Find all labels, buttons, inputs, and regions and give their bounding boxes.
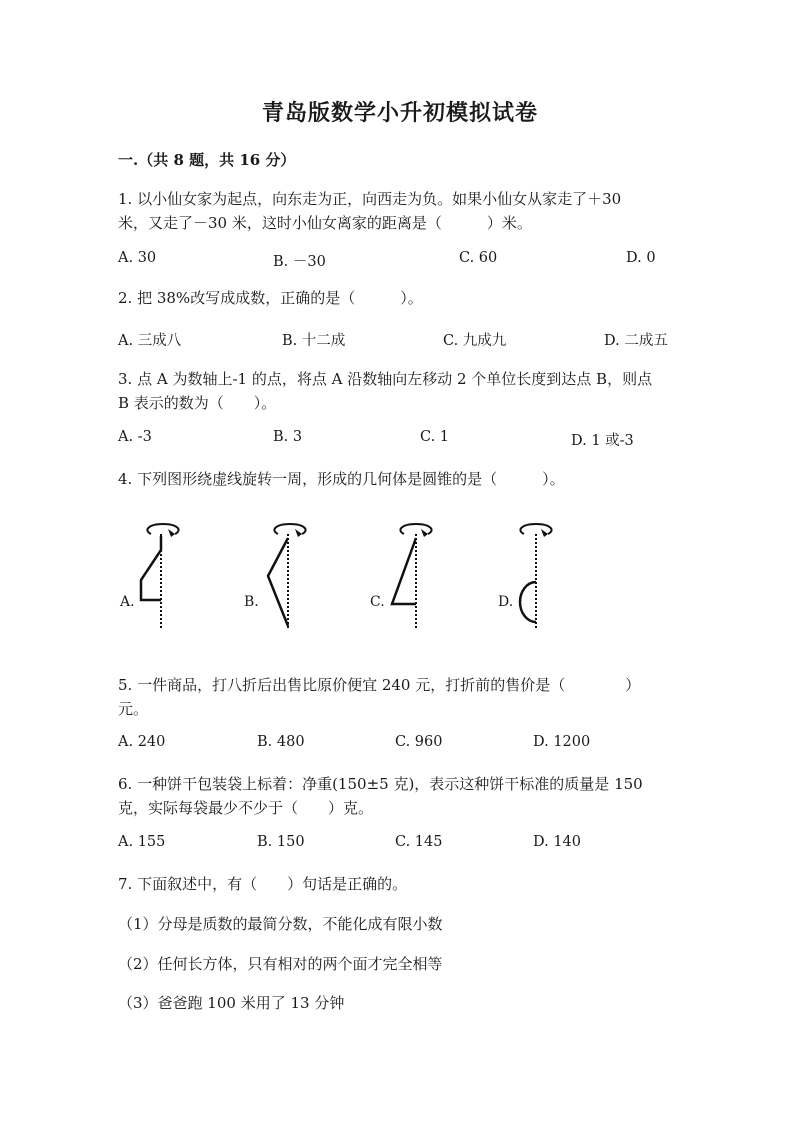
question-3-line-1: 3. 点 A 为数轴上-1 的点，将点 A 沿数轴向左移动 2 个单位长度到达点 B，则点 — [118, 370, 653, 388]
figure-d-semicircle-rotation[interactable] — [512, 520, 562, 630]
question-5-line-2: 元。 — [118, 700, 149, 718]
question-3-option-c[interactable]: C. 1 — [420, 429, 450, 445]
question-1-text — [118, 187, 678, 235]
shape-outline — [520, 582, 536, 622]
question-5-line-1: 5. 一件商品，打八折后出售比原价便宜 240 元，打折前的售价是（ ） — [118, 676, 641, 694]
question-5-option-b[interactable]: B. 480 — [257, 734, 305, 750]
question-6-option-b[interactable]: B. 150 — [257, 834, 305, 850]
question-6-option-c[interactable]: C. 145 — [395, 834, 443, 850]
question-1-option-d[interactable]: D. 0 — [626, 250, 656, 266]
question-7-text — [118, 872, 678, 896]
question-2-text — [118, 286, 678, 310]
question-1-option-c[interactable]: C. 60 — [459, 250, 498, 266]
page-title: 青岛版数学小升初模拟试卷 — [261, 100, 538, 126]
rotation-arrow-icon — [400, 524, 431, 534]
question-3-option-d[interactable]: D. 1 或-3 — [571, 433, 634, 449]
rotation-arrow-icon — [147, 524, 178, 534]
question-2-option-a[interactable]: A. 三成八 — [118, 333, 182, 349]
question-5-option-c[interactable]: C. 960 — [395, 734, 443, 750]
question-7-line-1: 7. 下面叙述中，有（ ）句话是正确的。 — [118, 875, 408, 893]
question-4-option-a-label[interactable]: A. — [120, 594, 135, 610]
figure-c-right-triangle-rotation[interactable] — [386, 520, 436, 630]
question-6-option-a[interactable]: A. 155 — [118, 834, 166, 850]
question-5-text — [118, 673, 678, 721]
question-6-line-1: 6. 一种饼干包装袋上标着：净重(150±5 克)，表示这种饼干标准的质量是 150 — [118, 775, 643, 793]
question-3-text — [118, 367, 678, 415]
question-3-line-2: B 表示的数为（ ）。 — [118, 394, 277, 412]
question-3-option-b[interactable]: B. 3 — [273, 429, 303, 445]
question-7-statement-3: （3）爸爸跑 100 米用了 13 分钟 — [118, 994, 345, 1012]
question-6-line-2: 克，实际每袋最少不少于（ ）克。 — [118, 799, 374, 817]
shape-outline — [392, 538, 416, 604]
rotation-arrow-icon — [520, 524, 551, 534]
question-4-text — [118, 467, 678, 491]
shape-outline — [268, 538, 288, 626]
question-1-option-a[interactable]: A. 30 — [118, 250, 157, 266]
question-6-text — [118, 772, 678, 820]
question-2-option-d[interactable]: D. 二成五 — [604, 333, 668, 349]
question-2-option-b[interactable]: B. 十二成 — [282, 333, 346, 349]
question-4-option-c-label[interactable]: C. — [370, 594, 385, 610]
question-5-option-d[interactable]: D. 1200 — [533, 734, 591, 750]
question-4-option-d-label[interactable]: D. — [498, 594, 514, 610]
figure-a-trapezoid-rotation[interactable] — [135, 520, 185, 630]
question-1-line-2: 米，又走了－30 米，这时小仙女离家的距离是（ ）米。 — [118, 214, 532, 232]
question-4-line-1: 4. 下列图形绕虚线旋转一周，形成的几何体是圆锥的是（ ）。 — [118, 470, 565, 488]
question-2-line-1: 2. 把 38%改写成成数，正确的是（ ）。 — [118, 289, 423, 307]
question-4-option-b-label[interactable]: B. — [244, 594, 259, 610]
question-7-statement-1: （1）分母是质数的最简分数，不能化成有限小数 — [118, 915, 443, 933]
question-7-statement-2: （2）任何长方体，只有相对的两个面才完全相等 — [118, 955, 443, 973]
rotation-arrow-icon — [274, 524, 305, 534]
figure-b-triangle-rotation[interactable] — [262, 520, 312, 630]
question-1-line-1: 1. 以小仙女家为起点，向东走为正，向西走为负。如果小仙女从家走了＋30 — [118, 190, 622, 208]
question-5-option-a[interactable]: A. 240 — [118, 734, 166, 750]
question-2-option-c[interactable]: C. 九成九 — [443, 333, 507, 349]
question-1-option-b[interactable]: B. －30 — [273, 254, 326, 270]
question-6-option-d[interactable]: D. 140 — [533, 834, 582, 850]
shape-outline — [141, 536, 161, 600]
question-3-option-a[interactable]: A. -3 — [118, 429, 152, 445]
section-heading: 一.（共 8 题，共 16 分） — [118, 151, 296, 169]
